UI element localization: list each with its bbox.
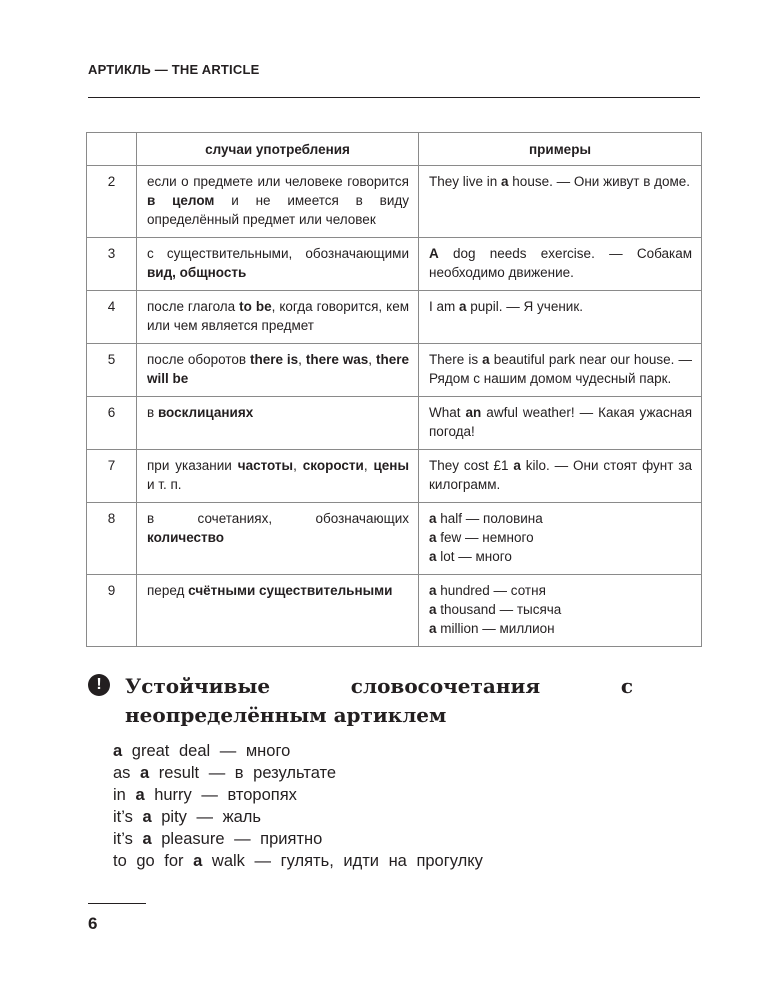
example-line (429, 244, 692, 282)
phrase-text-bold-segment: a (142, 830, 152, 848)
example-text-bold-segment: a (501, 174, 509, 189)
usage-cell (137, 397, 419, 450)
example-text-segment: thousand — тысяча (436, 602, 562, 617)
example-line (429, 528, 692, 547)
row-number: 4 (87, 291, 137, 344)
usage-text-segment: если о предмете или человеке говорится (147, 174, 409, 189)
header-divider (88, 97, 700, 98)
table-header-row (87, 133, 702, 166)
example-text-segment: few — немного (436, 530, 534, 545)
table-row (87, 397, 702, 450)
example-text-bold-segment: a (429, 602, 437, 617)
example-line (429, 547, 692, 566)
example-text-segment: awful weather! — Какая ужасная погода! (429, 405, 693, 439)
usage-text-bold-segment: there will be (147, 352, 409, 386)
example-text-segment: house. — Они живут в доме. (508, 174, 691, 189)
phrase-text-segment: as (113, 764, 141, 782)
example-text-segment: I am (429, 299, 460, 314)
usage-text-segment: с существительными, обозначающими (147, 246, 409, 261)
table-row (87, 166, 702, 238)
example-text-bold-segment: A (429, 246, 439, 261)
row-number: 3 (87, 238, 137, 291)
example-text-segment: What (429, 405, 466, 420)
example-line (429, 600, 692, 619)
usage-cell (137, 503, 419, 575)
usage-cell (137, 291, 419, 344)
examples-cell (419, 450, 702, 503)
usage-text-segment: и не имеется в виду определённый предмет или человек (147, 193, 409, 227)
example-text-segment: million — миллион (436, 621, 555, 636)
example-line (429, 297, 692, 316)
example-text-bold-segment: a (429, 549, 437, 564)
phrase-text-segment: it’s (113, 808, 143, 826)
phrase-text-segment: in (113, 786, 136, 804)
table-row (87, 344, 702, 397)
phrase-text-segment: it’s (113, 830, 143, 848)
example-text-segment: pupil. — Я ученик. (466, 299, 584, 314)
usage-text-segment: в (147, 405, 158, 420)
examples-cell (419, 291, 702, 344)
example-text-bold-segment: an (465, 405, 482, 420)
usage-text-bold-segment: счётными существительными (188, 583, 393, 598)
row-number: 6 (87, 397, 137, 450)
example-text-bold-segment: a (513, 458, 521, 473)
phrase-text-bold-segment: a (135, 786, 145, 804)
phrase-text-segment: pleasure — приятно (151, 830, 323, 848)
example-line (429, 350, 692, 388)
usage-text-bold-segment: скорости (302, 458, 364, 473)
usage-text-bold-segment: there was (305, 352, 369, 367)
phrase-line (113, 762, 483, 784)
examples-cell (419, 238, 702, 291)
table-row (87, 450, 702, 503)
table-body (87, 166, 702, 647)
example-line (429, 619, 692, 638)
row-number: 9 (87, 575, 137, 647)
phrase-line (113, 806, 483, 828)
row-number: 8 (87, 503, 137, 575)
example-line (429, 456, 692, 494)
usage-cell (137, 344, 419, 397)
table-row (87, 503, 702, 575)
examples-cell (419, 503, 702, 575)
row-number: 5 (87, 344, 137, 397)
example-text-segment: kilo. — Они стоят фунт за килограмм. (429, 458, 692, 492)
usage-text-segment: , (363, 458, 374, 473)
phrase-line (113, 850, 483, 872)
example-text-bold-segment: a (429, 511, 437, 526)
table-row (87, 238, 702, 291)
usage-text-bold-segment: to be (239, 299, 272, 314)
example-text-bold-segment: a (429, 583, 437, 598)
row-number: 2 (87, 166, 137, 238)
usage-text-segment: при указании (147, 458, 238, 473)
phrase-line (113, 828, 483, 850)
column-header-examples: примеры (419, 133, 702, 166)
exclamation-icon: ! (88, 674, 110, 696)
example-text-bold-segment: a (482, 352, 490, 367)
phrase-list (113, 740, 483, 872)
example-text-bold-segment: a (429, 530, 437, 545)
phrase-line (113, 784, 483, 806)
phrase-text-bold-segment: a (142, 808, 152, 826)
phrase-text-segment: to go for (113, 852, 194, 870)
table-row (87, 575, 702, 647)
example-line (429, 509, 692, 528)
usage-cell (137, 575, 419, 647)
usage-text-segment: , (298, 352, 306, 367)
notice-title: Устойчивые словосочетания с неопределённым артиклем (125, 674, 633, 727)
phrase-text-segment: walk — гулять, идти на прогулку (202, 852, 483, 870)
example-line (429, 403, 692, 441)
usage-cell (137, 238, 419, 291)
usage-text-segment: после оборотов (147, 352, 250, 367)
example-text-bold-segment: a (429, 621, 437, 636)
page-number: 6 (88, 914, 98, 933)
usage-text-bold-segment: в целом (147, 193, 215, 208)
example-text-segment: half — половина (436, 511, 543, 526)
phrase-text-bold-segment: a (140, 764, 150, 782)
example-text-segment: They cost £1 (429, 458, 514, 473)
row-number: 7 (87, 450, 137, 503)
examples-cell (419, 575, 702, 647)
example-text-segment: hundred — сотня (436, 583, 546, 598)
example-line (429, 581, 692, 600)
article-usage-table (86, 132, 702, 647)
usage-text-bold-segment: вид, общность (147, 265, 247, 280)
usage-text-segment: и т. п. (147, 477, 182, 492)
usage-text-bold-segment: цены (373, 458, 409, 473)
column-header-usage: случаи употребления (137, 133, 419, 166)
table-row (87, 291, 702, 344)
phrase-line (113, 740, 483, 762)
examples-cell (419, 397, 702, 450)
example-text-segment: lot — много (436, 549, 512, 564)
examples-cell (419, 344, 702, 397)
page-header-title: АРТИКЛЬ — THE ARTICLE (88, 62, 260, 77)
example-text-segment: There is (429, 352, 483, 367)
phrase-text-segment: great deal — много (122, 742, 291, 760)
example-text-segment: dog needs exercise. — Собакам необходимо движение. (429, 246, 692, 280)
usage-text-segment: после глагола (147, 299, 240, 314)
usage-cell (137, 450, 419, 503)
usage-text-segment: , когда говорится, кем или чем является предмет (147, 299, 409, 333)
usage-text-bold-segment: частоты (237, 458, 294, 473)
usage-text-bold-segment: восклицаниях (157, 405, 254, 420)
usage-text-segment: перед (147, 583, 189, 598)
usage-text-bold-segment: there is (249, 352, 299, 367)
phrase-text-segment: pity — жаль (151, 808, 262, 826)
phrase-text-bold-segment: a (113, 742, 123, 760)
phrase-text-segment: result — в результате (149, 764, 337, 782)
usage-cell (137, 166, 419, 238)
example-text-segment: beautiful park near our house. — Рядом с нашим домом чудесный парк. (429, 352, 692, 386)
usage-text-segment: в сочетаниях, обозначающих (147, 511, 409, 526)
usage-text-segment: , (293, 458, 303, 473)
phrase-text-segment: hurry — второпях (144, 786, 297, 804)
example-text-bold-segment: a (459, 299, 467, 314)
phrase-text-bold-segment: a (193, 852, 203, 870)
usage-text-bold-segment: количество (147, 530, 225, 545)
column-header-number (87, 133, 137, 166)
examples-cell (419, 166, 702, 238)
example-line (429, 172, 692, 191)
footer-divider (88, 903, 146, 904)
usage-text-segment: , (368, 352, 376, 367)
example-text-segment: They live in (429, 174, 502, 189)
